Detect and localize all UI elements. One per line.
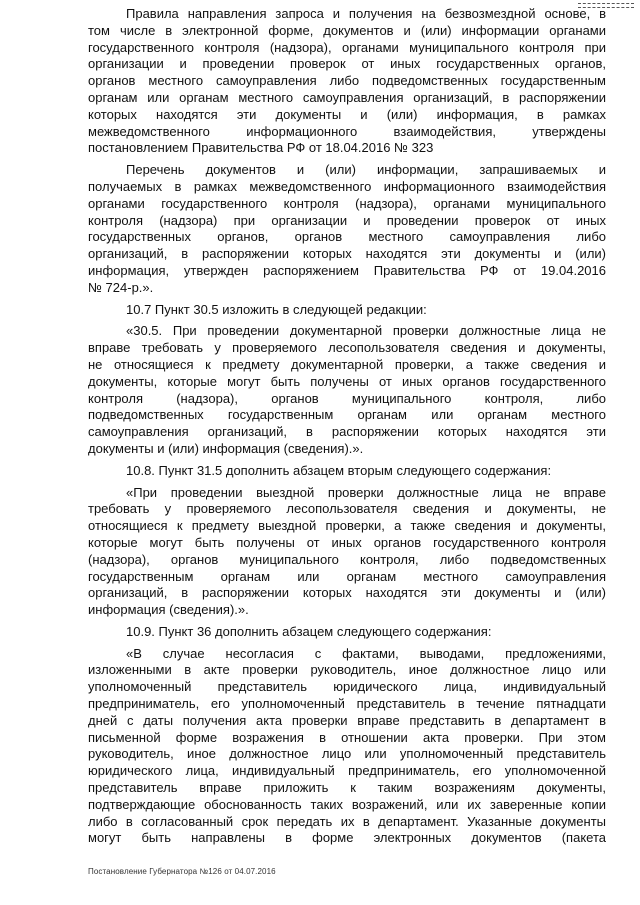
text-line: постановлением Правительства РФ от 18.04.2016 № 323 (88, 140, 434, 156)
text-line: вправе требовать у проверяемого лесопользователя сведения и документы, (88, 340, 606, 356)
text-line: могут быть направлены в форме электронных документов (пакета (88, 830, 606, 846)
text-line: изложенными в акте проверки руководитель, иное должностное лицо или (88, 662, 606, 678)
text-line: которые могут быть получены от иных органов государственного контроля (88, 534, 606, 550)
document-body (88, 6, 606, 852)
text-line: «При проведении выездной проверки должностные лица не вправе (126, 484, 606, 500)
text-line: подведомственных государственным органам или органам местного (88, 407, 606, 423)
text-line: контроля (надзора) при организации и проведении проверок от иных (88, 212, 606, 228)
text-line: либо в согласованный срок передать их в департамент. Указанные документы (88, 813, 606, 829)
text-line: требовать у проверяемого лесопользователя сведения и документы, не (88, 501, 606, 517)
text-line: организаций, в распоряжении которых находятся эти документы и (или) (88, 246, 606, 262)
text-line: организаций, в распоряжении которых находятся эти документы и (или) (88, 585, 606, 601)
footer-note: Постановление Губернатора №126 от 04.07.2016 (88, 867, 276, 876)
text-line: № 724-р.». (88, 279, 154, 295)
text-line: органов местного самоуправления либо подведомственных государственным (88, 73, 606, 89)
text-line: письменной форме возражения в отношении акта проверки. При этом (88, 729, 606, 745)
text-line: 10.8. Пункт 31.5 дополнить абзацем вторым следующего содержания: (126, 462, 552, 478)
paragraph-item-10-9 (88, 624, 606, 641)
text-line: «В случае несогласия с фактами, выводами, предложениями, (126, 645, 606, 661)
text-line: получаемых в рамках межведомственного информационного взаимодействия (88, 178, 606, 194)
text-line: информация, утвержден распоряжением Правительства РФ от 19.04.2016 (88, 262, 606, 278)
text-line: контроля (надзора), органов муниципального контроля, либо (88, 390, 606, 406)
text-line: уполномоченный представитель юридического лица, индивидуальный (88, 679, 606, 695)
paragraph-list-item (88, 162, 606, 296)
text-line: юридического лица, индивидуальный предприниматель, его уполномоченной (88, 763, 606, 779)
text-line: государственного контроля (надзора), органами муниципального контроля при (88, 39, 606, 55)
paragraph-item-10-7 (88, 302, 606, 319)
text-line: организации и проведении проверок от иных государственных органов, (88, 56, 606, 72)
text-line: государственным органам или органам местного самоуправления (88, 568, 606, 584)
text-line: Перечень документов и (или) информации, запрашиваемых и (126, 162, 606, 178)
text-line: (надзора), органов муниципального контроля, либо подведомственных (88, 551, 606, 567)
text-line: представитель вправе приложить к таким возражениям документы, (88, 780, 606, 796)
text-line: 10.7 Пункт 30.5 изложить в следующей редакции: (126, 301, 427, 317)
text-line: документы, которые могут быть получены от иных органов государственного (88, 373, 606, 389)
text-line: органам или органам местного самоуправления организаций, в распоряжении (88, 89, 606, 105)
paragraph-point-36 (88, 646, 606, 848)
text-line: межведомственного информационного взаимодействия, утверждены (88, 123, 606, 139)
paragraph-point-31-5 (88, 485, 606, 619)
text-line: органами государственного контроля (надзора), органами муниципального (88, 195, 606, 211)
text-line: предприниматель, его уполномоченный представитель в течение пятнадцати (88, 696, 606, 712)
text-line: которых находятся эти документы и (или) информация, в рамках (88, 106, 606, 122)
paragraph-rules-item (88, 6, 606, 157)
text-line: относящиеся к предмету выездной проверки, а также сведения и документы, (88, 518, 606, 534)
text-line: дней с даты получения акта проверки вправе представить в департамент в (88, 712, 606, 728)
paragraph-point-30-5 (88, 323, 606, 457)
text-line: руководитель, иное должностное лицо или уполномоченный представитель (88, 746, 606, 762)
text-line: государственных органов, органов местного самоуправления либо (88, 229, 606, 245)
text-line: информация (сведения).». (88, 602, 249, 618)
text-line: документы и (или) информация (сведения).». (88, 440, 364, 456)
text-line: самоуправления организаций, в распоряжении которых находятся эти (88, 424, 606, 440)
text-line: «30.5. При проведении документарной проверки должностные лица не (126, 323, 606, 339)
text-line: 10.9. Пункт 36 дополнить абзацем следующего содержания: (126, 623, 492, 639)
paragraph-item-10-8 (88, 463, 606, 480)
text-line: том числе в электронной форме, документов и (или) информации органами (88, 22, 606, 38)
text-line: Правила направления запроса и получения на безвозмездной основе, в (126, 6, 606, 21)
text-line: не относящиеся к предмету документарной проверки, а также сведения и (88, 356, 606, 372)
text-line: подтверждающие обоснованность таких возражений, или их заверенные копии (88, 796, 606, 812)
